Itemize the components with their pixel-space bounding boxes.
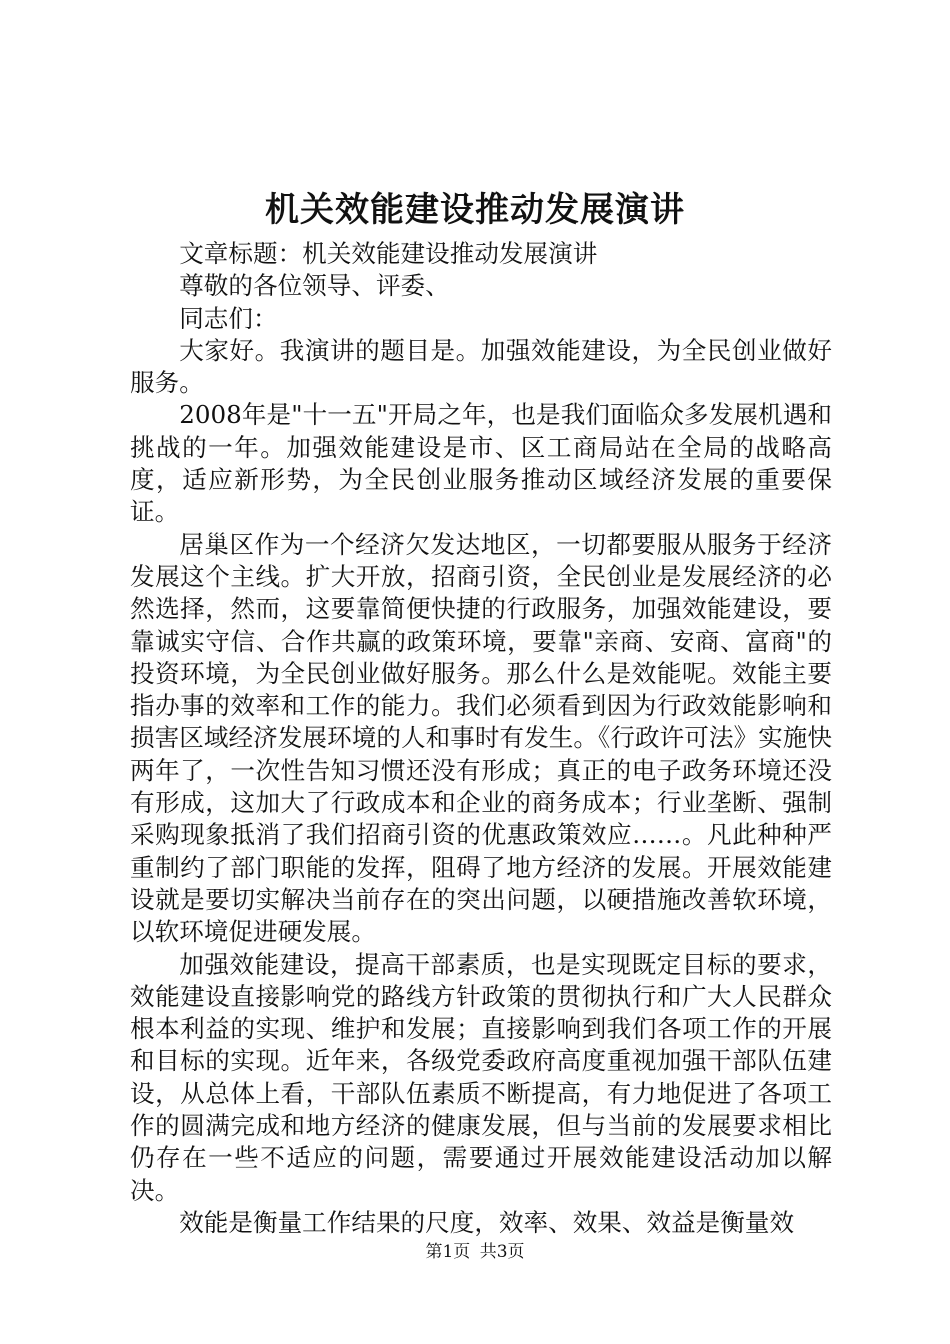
paragraph-comrades: 同志们： (179, 303, 278, 333)
document-body (130, 238, 832, 1239)
paragraph-article-title: 文章标题：机关效能建设推动发展演讲 (179, 239, 598, 268)
paragraph-greeting: 大家好。我演讲的题目是。加强效能建设，为全民创业做好服务。 (130, 335, 832, 398)
document-title: 机关效能建设推动发展演讲 (265, 190, 685, 230)
paragraph-juchao: 居巢区作为一个经济欠发达地区，一切都要服从服务于经济发展这个主线。扩大开放，招商引资，全民创业是发展经济的必然选择，然而，这要靠简便快捷的行政服务，加强效能建设，要靠诚实守信、合作共赢的政策环境，要靠"亲商、安商、富商"的投资环境，为全民创业做好服务。那么什么是效能呢。效能主要指办事的效率和工作的能力。我们必须看到因为行政效能影响和损害区域经济发展环境的人和事时有发生。《行政许可法》实施快两年了，一次性告知习惯还没有形成；真正的电子政务环境还没有形成，这加大了行政成本和企业的商务成本；行业垄断、强制采购现象抵消了我们招商引资的优惠政策效应……。凡此种种严重制约了部门职能的发挥，阻碍了地方经济的发展。开展效能建设就是要切实解决当前存在的突出问题，以硬措施改善软环境，以软环境促进硬发展。 (130, 529, 832, 947)
paragraph-cadre-quality: 加强效能建设，提高干部素质，也是实现既定目标的要求，效能建设直接影响党的路线方针政策的贯彻执行和广大人民群众根本利益的实现、维护和发展；直接影响到我们各项工作的开展和目标的实现。近年来，各级党委政府高度重视加强干部队伍建设，从总体上看，干部队伍素质不断提高，有力地促进了各项工作的圆满完成和地方经济的健康发展，但与当前的发展要求相比仍存在一些不适应的问题，需要通过开展效能建设活动加以解决。 (130, 949, 832, 1205)
paragraph-efficiency-measure: 效能是衡量工作结果的尺度，效率、效果、效益是衡量效 (179, 1207, 795, 1237)
page-footer (0, 1241, 950, 1263)
page-number: 第1页 (425, 1242, 471, 1262)
paragraph-2008: 2008年是"十一五"开局之年，也是我们面临众多发展机遇和挑战的一年。加强效能建设是市、区工商局站在全局的战略高度，适应新形势，为全民创业服务推动区域经济发展的重要保证。 (130, 400, 832, 527)
page-total: 共3页 (479, 1242, 525, 1262)
paragraph-salutation: 尊敬的各位领导、评委、 (179, 271, 450, 301)
